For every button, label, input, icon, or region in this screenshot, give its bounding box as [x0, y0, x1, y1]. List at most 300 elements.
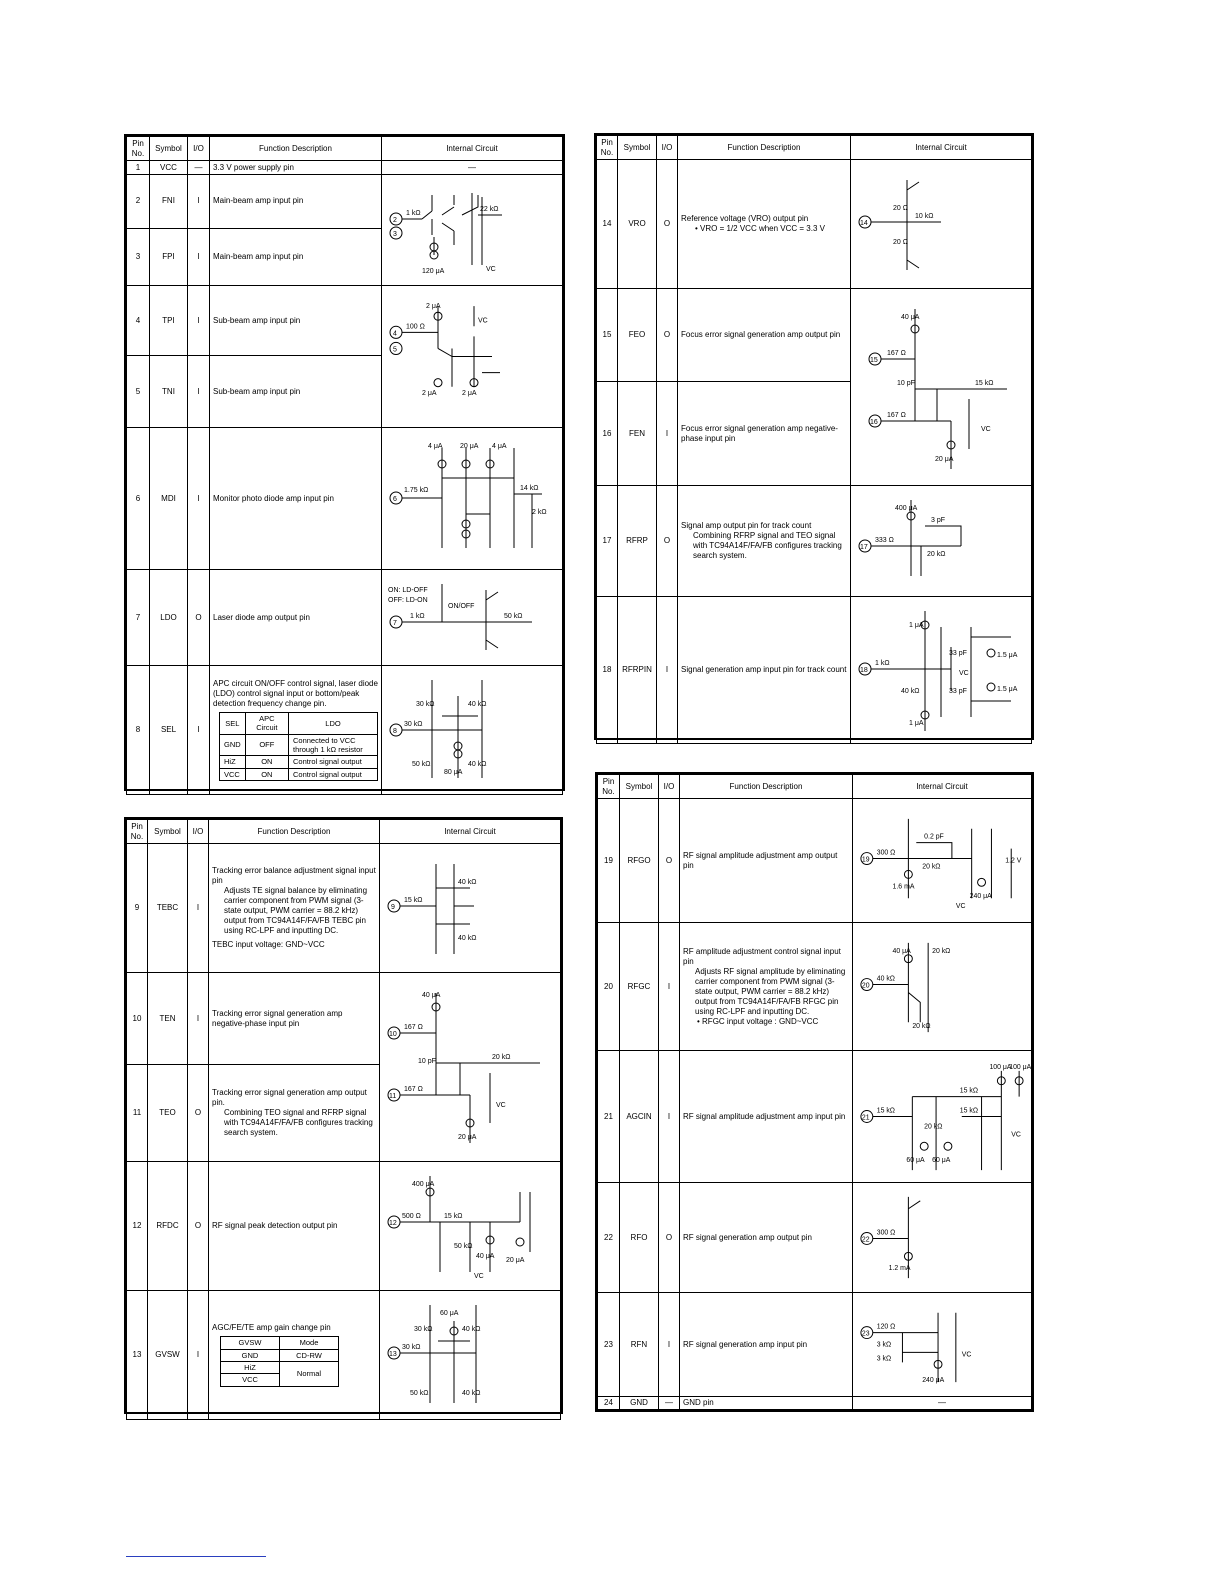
header-circuit: Internal Circuit: [851, 136, 1032, 160]
pin-description: Focus error signal generation amp output pin: [678, 289, 851, 382]
sel-head: SEL: [220, 712, 246, 734]
gvsw-head: Mode: [280, 1337, 339, 1349]
pin-description: Tracking error signal generation amp negative-phase input pin: [209, 973, 380, 1065]
svg-text:240 μA: 240 μA: [922, 1377, 945, 1385]
pin-description: RF signal amplitude adjustment amp output pin: [680, 799, 853, 923]
pin-io: I: [657, 597, 678, 744]
pin-no: 6: [127, 428, 150, 570]
svg-text:15: 15: [870, 357, 878, 364]
svg-text:1 μA: 1 μA: [909, 622, 924, 629]
pin-description: Main-beam amp input pin: [210, 228, 382, 285]
svg-text:10 pF: 10 pF: [418, 1058, 436, 1065]
svg-text:1 μA: 1 μA: [909, 720, 924, 727]
table-row: [127, 161, 563, 175]
pin-symbol: SEL: [150, 666, 188, 795]
svg-text:30 kΩ: 30 kΩ: [404, 721, 423, 728]
svg-text:3 pF: 3 pF: [931, 517, 946, 524]
svg-text:40 kΩ: 40 kΩ: [458, 935, 477, 942]
header-symbol: Symbol: [620, 775, 659, 799]
pin-io: O: [657, 160, 678, 289]
svg-text:15 kΩ: 15 kΩ: [404, 897, 423, 904]
pin-symbol: TEBC: [148, 844, 188, 973]
pin-circuit: —: [382, 161, 563, 175]
svg-text:VC: VC: [961, 1351, 972, 1359]
pin-description: Laser diode amp output pin: [210, 570, 382, 666]
pin-symbol: VRO: [618, 160, 657, 289]
pin-description-title: Signal amp output pin for track count: [681, 521, 812, 530]
pin-description: RF signal generation amp output pin: [680, 1183, 853, 1293]
gvsw-mode-table: [220, 1336, 339, 1387]
header-pin-no: Pin No.: [598, 775, 620, 799]
pin-description: RF signal amplitude adjustment amp input pin: [680, 1051, 853, 1183]
circuit-diagram-15-16: [851, 289, 1032, 486]
table-row: [127, 1291, 561, 1420]
svg-text:33 pF: 33 pF: [949, 688, 967, 695]
svg-text:300 Ω: 300 Ω: [876, 849, 896, 857]
svg-text:VC: VC: [496, 1102, 506, 1109]
header-function: Function Description: [210, 137, 382, 161]
pin-io: I: [188, 666, 210, 795]
pin-table-14-18: [594, 133, 1034, 740]
circuit-diagram-4-5: [382, 286, 563, 428]
svg-text:VC: VC: [959, 670, 969, 677]
pin-no: 3: [127, 228, 150, 285]
svg-text:500 Ω: 500 Ω: [402, 1213, 421, 1220]
pin-no: 23: [598, 1293, 620, 1397]
sel-cell: OFF: [245, 734, 288, 756]
svg-text:20 Ω: 20 Ω: [893, 205, 908, 212]
circuit-diagram-14: [851, 160, 1032, 289]
svg-text:50 kΩ: 50 kΩ: [412, 761, 431, 768]
pin-symbol: TEN: [148, 973, 188, 1065]
pin-description: Signal generation amp input pin for track count: [678, 597, 851, 744]
svg-text:40 kΩ: 40 kΩ: [876, 975, 895, 983]
pin-no: 18: [597, 597, 618, 744]
table-row: [597, 160, 1032, 289]
svg-text:60 μA: 60 μA: [932, 1157, 951, 1165]
svg-text:240 μA: 240 μA: [969, 893, 992, 901]
svg-text:100 μA: 100 μA: [1009, 1063, 1031, 1071]
svg-text:20 kΩ: 20 kΩ: [924, 1123, 943, 1131]
svg-text:2 μA: 2 μA: [422, 389, 437, 397]
pin-no: 22: [598, 1183, 620, 1293]
svg-text:4 μA: 4 μA: [492, 443, 507, 450]
pin-symbol: GND: [620, 1397, 659, 1410]
pin-table-1-8: [124, 134, 565, 791]
circuit-diagram-10-11: [380, 973, 561, 1162]
table-row: [598, 1397, 1032, 1410]
svg-text:20 kΩ: 20 kΩ: [932, 947, 951, 955]
svg-text:8: 8: [393, 728, 397, 735]
table-row: [598, 923, 1032, 1051]
gvsw-cell: GND: [221, 1349, 280, 1361]
bullet-text: VRO = 1/2 VCC when VCC = 3.3 V: [700, 224, 825, 233]
pin-no: 8: [127, 666, 150, 795]
svg-text:100 Ω: 100 Ω: [406, 323, 425, 331]
svg-text:14: 14: [860, 220, 868, 227]
pin-symbol: FEN: [618, 382, 657, 486]
pin-symbol: FPI: [150, 228, 188, 285]
sel-cell: VCC: [220, 768, 246, 780]
svg-text:40 μA: 40 μA: [476, 1253, 495, 1260]
svg-text:20 μA: 20 μA: [935, 456, 954, 463]
svg-text:14 kΩ: 14 kΩ: [520, 485, 539, 492]
pin-symbol: RFGO: [620, 799, 659, 923]
pin-no: 10: [127, 973, 148, 1065]
pin-symbol: RFN: [620, 1293, 659, 1397]
pin-symbol: FEO: [618, 289, 657, 382]
pin-no: 2: [127, 175, 150, 229]
sel-cell: ON: [245, 768, 288, 780]
pin-description-note: Adjusts TE signal balance by eliminating carrier component from PWM signal (3-state output, PWM carrier = 88.2 kHz) output from TC94A14F/FA/FB TEBC pin using RC-LPF and inputting DC.: [224, 886, 368, 935]
pin-io: O: [657, 289, 678, 382]
gvsw-cell: Normal: [280, 1362, 339, 1387]
svg-text:1.2 V: 1.2 V: [1005, 857, 1022, 865]
pin-symbol: LDO: [150, 570, 188, 666]
svg-text:50 kΩ: 50 kΩ: [410, 1390, 429, 1397]
svg-text:1 kΩ: 1 kΩ: [875, 660, 890, 667]
pin-description-note: Adjusts RF signal amplitude by eliminating carrier component from PWM signal (3-state output, PWM carrier = 88.2 kHz) output from TC94A14F/FA/FB RFGC pin using RC-LPF and inputting DC.: [695, 966, 846, 1016]
svg-text:167 Ω: 167 Ω: [404, 1024, 423, 1031]
svg-text:40 kΩ: 40 kΩ: [901, 688, 920, 695]
sel-cell: Control signal output: [289, 768, 378, 780]
pin-description-note: Combining RFRP signal and TEO signal with TC94A14F/FA/FB configures tracking search system.: [693, 531, 842, 560]
pin-description: [209, 844, 380, 973]
pin-description-extra: TEBC input voltage: GND~VCC: [212, 940, 325, 949]
svg-text:7: 7: [393, 620, 397, 627]
pin-description: [680, 923, 853, 1051]
table-row: [127, 666, 563, 795]
bullet-text: RFGC input voltage : GND~VCC: [702, 1016, 819, 1026]
svg-text:30 kΩ: 30 kΩ: [416, 701, 435, 708]
svg-text:333 Ω: 333 Ω: [875, 537, 894, 544]
pin-symbol: MDI: [150, 428, 188, 570]
svg-text:VC: VC: [955, 903, 966, 911]
pin-symbol: VCC: [150, 161, 188, 175]
pin-no: 14: [597, 160, 618, 289]
svg-text:40 μA: 40 μA: [892, 947, 911, 955]
header-function: Function Description: [680, 775, 853, 799]
pin-table-9-13: [124, 817, 563, 1414]
svg-text:100 μA: 100 μA: [989, 1063, 1012, 1071]
pin-description: [210, 666, 382, 795]
svg-text:50 kΩ: 50 kΩ: [454, 1243, 473, 1250]
svg-text:2 kΩ: 2 kΩ: [532, 509, 547, 516]
header-io: I/O: [659, 775, 680, 799]
table-row: [598, 1293, 1032, 1397]
svg-text:1.75 kΩ: 1.75 kΩ: [404, 487, 429, 494]
svg-text:4 μA: 4 μA: [428, 443, 443, 450]
svg-text:15 kΩ: 15 kΩ: [975, 380, 994, 387]
pin-description: GND pin: [680, 1397, 853, 1410]
table-row: [597, 289, 1032, 382]
svg-text:400 μA: 400 μA: [412, 1181, 435, 1188]
pin-symbol: TPI: [150, 286, 188, 356]
svg-text:ON/OFF: ON/OFF: [448, 603, 475, 610]
table-row: [597, 597, 1032, 744]
svg-text:23: 23: [861, 1330, 870, 1338]
svg-text:40 kΩ: 40 kΩ: [458, 879, 477, 886]
header-circuit: Internal Circuit: [382, 137, 563, 161]
pin-io: I: [188, 428, 210, 570]
pin-io: I: [659, 1293, 680, 1397]
pin-no: 15: [597, 289, 618, 382]
svg-text:167 Ω: 167 Ω: [887, 412, 906, 419]
svg-text:40 kΩ: 40 kΩ: [462, 1390, 481, 1397]
svg-text:3 kΩ: 3 kΩ: [876, 1341, 892, 1349]
svg-text:33 pF: 33 pF: [949, 650, 967, 657]
pin-io: —: [188, 161, 210, 175]
svg-text:15 kΩ: 15 kΩ: [959, 1087, 979, 1095]
table-row: [127, 844, 561, 973]
svg-text:15 kΩ: 15 kΩ: [959, 1107, 979, 1115]
svg-text:20 kΩ: 20 kΩ: [912, 1023, 931, 1031]
svg-text:10 pF: 10 pF: [897, 380, 915, 387]
pin-io: O: [188, 1065, 209, 1162]
pin-description: RF signal generation amp input pin: [680, 1293, 853, 1397]
table-row: [127, 428, 563, 570]
pin-description: 3.3 V power supply pin: [210, 161, 382, 175]
header-function: Function Description: [678, 136, 851, 160]
table-row: [127, 175, 563, 229]
pin-table-19-24: [595, 772, 1034, 1412]
svg-text:400 μA: 400 μA: [895, 505, 918, 512]
svg-text:167 Ω: 167 Ω: [887, 350, 906, 357]
header-symbol: Symbol: [618, 136, 657, 160]
pin-no: 1: [127, 161, 150, 175]
header-circuit: Internal Circuit: [380, 820, 561, 844]
pin-no: 24: [598, 1397, 620, 1410]
header-io: I/O: [188, 820, 209, 844]
svg-text:40 μA: 40 μA: [901, 314, 920, 321]
pin-io: O: [188, 1162, 209, 1291]
pin-no: 9: [127, 844, 148, 973]
svg-text:1 kΩ: 1 kΩ: [410, 613, 425, 620]
sel-mode-table: [219, 712, 378, 781]
svg-text:18: 18: [860, 667, 868, 674]
svg-text:6: 6: [393, 496, 397, 503]
svg-text:0.2 pF: 0.2 pF: [924, 833, 944, 841]
table-row: [127, 286, 563, 356]
pin-description-title: Tracking error signal generation amp output pin.: [212, 1088, 367, 1108]
circuit-diagram-20: [853, 923, 1032, 1051]
table-row: [598, 1051, 1032, 1183]
pin-no: 5: [127, 356, 150, 428]
pin-io: I: [188, 228, 210, 285]
gvsw-cell: VCC: [221, 1374, 280, 1386]
pin-symbol: RFGC: [620, 923, 659, 1051]
header-io: I/O: [188, 137, 210, 161]
header-pin-no: Pin No.: [597, 136, 618, 160]
svg-text:5: 5: [393, 346, 397, 354]
pin-no: 7: [127, 570, 150, 666]
circuit-diagram-19: [853, 799, 1032, 923]
pin-description-bullet: • RFGC input voltage : GND~VCC: [697, 1016, 819, 1026]
table-row: [598, 799, 1032, 923]
pin-description: [678, 486, 851, 597]
sel-description: APC circuit ON/OFF control signal, laser diode (LDO) control signal input or bottom/peak detection frequency change pin.: [213, 678, 378, 708]
svg-text:2 μA: 2 μA: [426, 303, 441, 311]
svg-text:20 Ω: 20 Ω: [893, 239, 908, 246]
gvsw-description: AGC/FE/TE amp gain change pin: [212, 1323, 331, 1333]
circuit-diagram-17: [851, 486, 1032, 597]
svg-text:30 kΩ: 30 kΩ: [414, 1326, 433, 1333]
pin-symbol: RFRPIN: [618, 597, 657, 744]
svg-text:1 kΩ: 1 kΩ: [406, 210, 421, 217]
svg-text:40 kΩ: 40 kΩ: [462, 1326, 481, 1333]
pin-io: I: [188, 286, 210, 356]
svg-text:20: 20: [861, 982, 870, 990]
pin-io: I: [188, 175, 210, 229]
circuit-diagram-21: [853, 1051, 1032, 1183]
header-circuit: Internal Circuit: [853, 775, 1032, 799]
pin-io: O: [659, 799, 680, 923]
pin-no: 4: [127, 286, 150, 356]
sel-cell: Control signal output: [289, 756, 378, 768]
table-row: [127, 973, 561, 1065]
pin-io: —: [659, 1397, 680, 1410]
svg-text:11: 11: [389, 1093, 397, 1100]
svg-text:19: 19: [861, 856, 870, 864]
pin-no: 17: [597, 486, 618, 597]
pin-io: I: [188, 356, 210, 428]
circuit-diagram-22: [853, 1183, 1032, 1293]
header-symbol: Symbol: [150, 137, 188, 161]
circuit-diagram-23: [853, 1293, 1032, 1397]
svg-text:10 kΩ: 10 kΩ: [915, 213, 934, 220]
svg-text:40 μA: 40 μA: [422, 992, 441, 999]
table-row: [597, 486, 1032, 597]
pin-circuit: —: [853, 1397, 1032, 1410]
pin-no: 13: [127, 1291, 148, 1420]
pin-no: 11: [127, 1065, 148, 1162]
header-pin-no: Pin No.: [127, 137, 150, 161]
pin-no: 16: [597, 382, 618, 486]
svg-text:16: 16: [870, 419, 878, 426]
circuit-diagram-9: [380, 844, 561, 973]
svg-text:VC: VC: [486, 266, 496, 273]
svg-text:OFF: LD-ON: OFF: LD-ON: [388, 597, 428, 604]
svg-text:167 Ω: 167 Ω: [404, 1086, 423, 1093]
pin-description: Monitor photo diode amp input pin: [210, 428, 382, 570]
table-row: [598, 1183, 1032, 1293]
svg-text:21: 21: [861, 1114, 870, 1122]
pin-description: [209, 1065, 380, 1162]
svg-text:20 μA: 20 μA: [506, 1257, 525, 1264]
svg-text:300 Ω: 300 Ω: [876, 1229, 896, 1237]
svg-text:1.5 μA: 1.5 μA: [997, 686, 1018, 693]
svg-text:VC: VC: [474, 1273, 484, 1280]
sel-cell: GND: [220, 734, 246, 756]
pin-io: I: [188, 973, 209, 1065]
pin-description: Main-beam amp input pin: [210, 175, 382, 229]
pin-description: Sub-beam amp input pin: [210, 356, 382, 428]
pin-description-title: Reference voltage (VRO) output pin: [681, 214, 809, 223]
pin-io: O: [659, 1183, 680, 1293]
svg-text:2: 2: [393, 217, 397, 224]
pin-no: 12: [127, 1162, 148, 1291]
pin-description: [678, 160, 851, 289]
svg-text:20 kΩ: 20 kΩ: [492, 1054, 511, 1061]
pin-symbol: FNI: [150, 175, 188, 229]
pin-description: Sub-beam amp input pin: [210, 286, 382, 356]
circuit-diagram-12: [380, 1162, 561, 1291]
svg-text:1.2 mA: 1.2 mA: [888, 1265, 911, 1273]
svg-text:120 μA: 120 μA: [422, 268, 445, 275]
header-function: Function Description: [209, 820, 380, 844]
pin-symbol: TNI: [150, 356, 188, 428]
svg-text:120 Ω: 120 Ω: [876, 1323, 896, 1331]
svg-text:1.6 mA: 1.6 mA: [892, 883, 915, 891]
svg-text:80 μA: 80 μA: [444, 769, 463, 776]
svg-text:20 μA: 20 μA: [460, 443, 479, 450]
sel-cell: Connected to VCC through 1 kΩ resistor: [289, 734, 378, 756]
circuit-diagram-2-3: [382, 175, 563, 286]
svg-text:40 kΩ: 40 kΩ: [468, 701, 487, 708]
svg-text:20 μA: 20 μA: [458, 1134, 477, 1141]
circuit-diagram-7: [382, 570, 563, 666]
table-row: [127, 1162, 561, 1291]
pin-io: O: [657, 486, 678, 597]
svg-text:20 kΩ: 20 kΩ: [922, 863, 941, 871]
pin-symbol: TEO: [148, 1065, 188, 1162]
circuit-diagram-8: [382, 666, 563, 795]
pin-symbol: AGCIN: [620, 1051, 659, 1183]
svg-text:60 μA: 60 μA: [906, 1157, 925, 1165]
svg-text:15 kΩ: 15 kΩ: [876, 1107, 895, 1115]
pin-no: 21: [598, 1051, 620, 1183]
gvsw-cell: HiZ: [221, 1362, 280, 1374]
header-symbol: Symbol: [148, 820, 188, 844]
svg-text:60 μA: 60 μA: [440, 1310, 459, 1317]
svg-text:22 kΩ: 22 kΩ: [480, 206, 499, 213]
svg-text:50 kΩ: 50 kΩ: [504, 613, 523, 620]
svg-text:ON: LD-OFF: ON: LD-OFF: [388, 587, 428, 594]
svg-text:VC: VC: [478, 317, 488, 325]
circuit-diagram-6: [382, 428, 563, 570]
circuit-diagram-18: [851, 597, 1032, 744]
footer-link-line: [126, 1556, 266, 1557]
svg-text:30 kΩ: 30 kΩ: [402, 1344, 421, 1351]
sel-cell: HiZ: [220, 756, 246, 768]
pin-description-bullet: • VRO = 1/2 VCC when VCC = 3.3 V: [695, 224, 825, 233]
svg-text:2 μA: 2 μA: [462, 389, 477, 397]
pin-symbol: RFRP: [618, 486, 657, 597]
svg-text:4: 4: [393, 330, 397, 338]
pin-symbol: GVSW: [148, 1291, 188, 1420]
pin-symbol: RFDC: [148, 1162, 188, 1291]
pin-description-title: RF amplitude adjustment control signal input pin: [683, 946, 841, 966]
circuit-diagram-13: [380, 1291, 561, 1420]
table-row: [127, 570, 563, 666]
pin-description: [209, 1291, 380, 1420]
gvsw-head: GVSW: [221, 1337, 280, 1349]
svg-text:9: 9: [391, 904, 395, 911]
svg-text:1.5 μA: 1.5 μA: [997, 652, 1018, 659]
pin-io: I: [188, 844, 209, 973]
pin-description: Focus error signal generation amp negative-phase input pin: [678, 382, 851, 486]
sel-head: LDO: [289, 712, 378, 734]
svg-text:VC: VC: [981, 426, 991, 433]
svg-text:17: 17: [860, 544, 868, 551]
pin-no: 20: [598, 923, 620, 1051]
header-pin-no: Pin No.: [127, 820, 148, 844]
svg-text:22: 22: [861, 1236, 870, 1244]
pin-symbol: RFO: [620, 1183, 659, 1293]
svg-text:10: 10: [389, 1031, 397, 1038]
pin-description: RF signal peak detection output pin: [209, 1162, 380, 1291]
svg-text:13: 13: [389, 1351, 397, 1358]
